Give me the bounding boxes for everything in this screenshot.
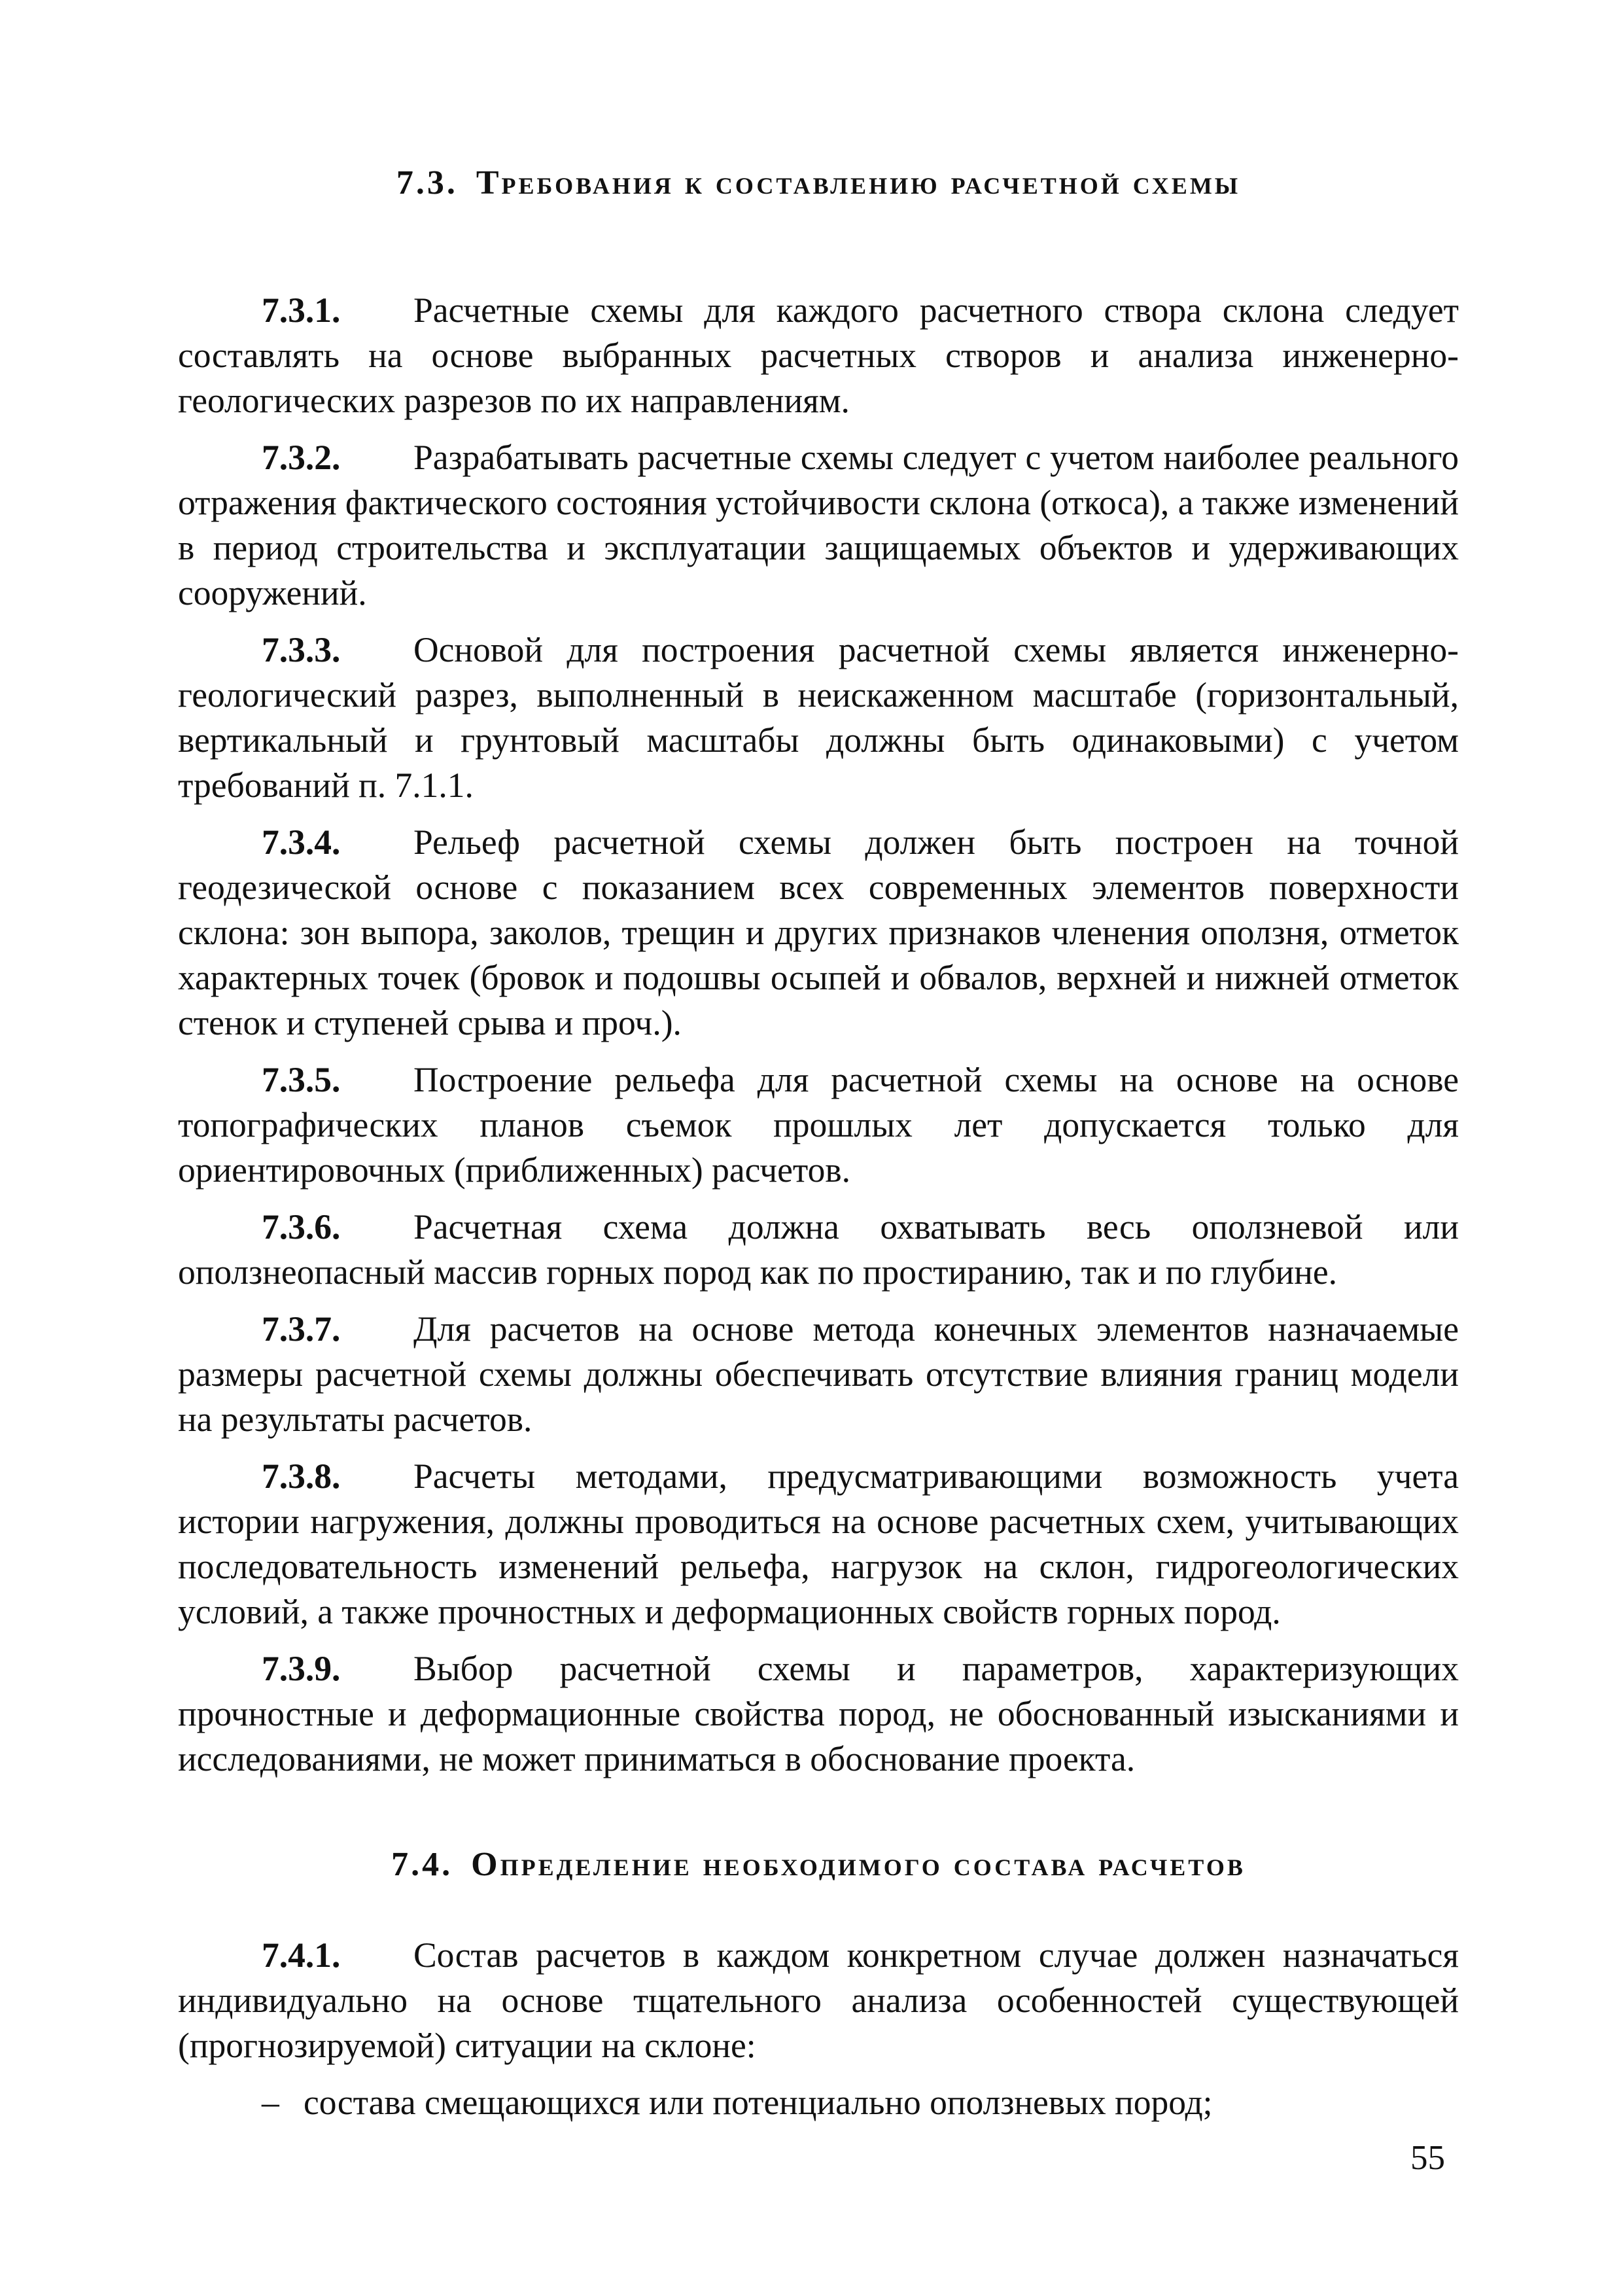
paragraph-7-3-9	[178, 1646, 1459, 1782]
section-number: 7.3.	[396, 164, 458, 202]
paragraph-number: 7.3.1.	[262, 291, 341, 330]
paragraph-text: Расчетные схемы для каждого расчетного створа склона следует составлять на основе выбранных расчетных створов и анализа инженерно-геологических разрезов по их направлениям.	[178, 291, 1459, 420]
paragraph-7-3-6	[178, 1205, 1459, 1295]
paragraph-7-3-4	[178, 820, 1459, 1046]
list-item-text: состава смещающихся или потенциально оползневых пород;	[304, 2083, 1213, 2122]
paragraph-number: 7.3.7.	[262, 1309, 341, 1349]
list-item	[178, 2080, 1459, 2125]
paragraph-number: 7.3.5.	[262, 1060, 341, 1099]
paragraph-number: 7.3.2.	[262, 438, 341, 477]
paragraph-text: Разрабатывать расчетные схемы следует с учетом наиболее реального отражения фактического состояния устойчивости склона (откоса), а также изменений в период строительства и эксплуатации защищаемых объектов и удерживающих сооружений.	[178, 438, 1459, 612]
paragraph-text: Расчеты методами, предусматривающими возможность учета истории нагружения, должны проводиться на основе расчетных схем, учитывающих последовательность изменений рельефа, нагрузок на склон, гидрогеологических условий, а также прочностных и деформационных свойств горных пород.	[178, 1457, 1459, 1631]
paragraph-number: 7.3.3.	[262, 630, 341, 669]
paragraph-number: 7.3.9.	[262, 1649, 341, 1688]
paragraph-text: Построение рельефа для расчетной схемы на основе на основе топографических планов съемок прошлых лет допускается только для ориентировочных (приближенных) расчетов.	[178, 1060, 1459, 1190]
paragraph-7-3-3	[178, 627, 1459, 808]
section-7-3-body	[178, 288, 1459, 1793]
paragraph-number: 7.4.1.	[262, 1935, 341, 1975]
paragraph-text: Для расчетов на основе метода конечных элементов назначаемые размеры расчетной схемы должны обеспечивать отсутствие влияния границ модели на результаты расчетов.	[178, 1309, 1459, 1439]
section-title: Требования к составлению расчетной схемы	[476, 164, 1241, 202]
paragraph-number: 7.3.6.	[262, 1207, 341, 1246]
page-number: 55	[1410, 2139, 1445, 2177]
dash-bullet: –	[262, 2083, 279, 2122]
section-7-4-body	[178, 1933, 1459, 2125]
paragraph-text: Рельеф расчетной схемы должен быть построен на точной геодезической основе с показанием всех современных элементов поверхности склона: зон выпора, заколов, трещин и других признаков членения оползня, отметок характерных точек (бровок и подошвы осыпей и обвалов, верхней и нижней отметок стенок и ступеней срыва и проч.).	[178, 822, 1459, 1042]
section-heading-7-4	[178, 1845, 1459, 1884]
paragraph-number: 7.3.8.	[262, 1457, 341, 1496]
paragraph-7-3-2	[178, 435, 1459, 616]
paragraph-text: Состав расчетов в каждом конкретном случае должен назначаться индивидуально на основе тщательного анализа особенностей существующей (прогнозируемой) ситуации на склоне:	[178, 1935, 1459, 2065]
section-heading-7-3	[178, 164, 1459, 202]
paragraph-7-3-7	[178, 1307, 1459, 1442]
paragraph-number: 7.3.4.	[262, 822, 341, 862]
paragraph-text: Расчетная схема должна охватывать весь оползневой или оползнеопасный массив горных пород как по простиранию, так и по глубине.	[178, 1207, 1459, 1292]
paragraph-7-3-1	[178, 288, 1459, 423]
paragraph-7-4-1	[178, 1933, 1459, 2068]
paragraph-text: Основой для построения расчетной схемы является инженерно-геологический разрез, выполненный в неискаженном масштабе (горизонтальный, вертикальный и грунтовый масштабы должны быть одинаковыми) с учетом требований п. 7.1.1.	[178, 630, 1459, 805]
paragraph-text: Выбор расчетной схемы и параметров, характеризующих прочностные и деформационные свойства пород, не обоснованный изысканиями и исследованиями, не может приниматься в обоснование проекта.	[178, 1649, 1459, 1778]
paragraph-7-3-8	[178, 1454, 1459, 1634]
section-number: 7.4.	[391, 1846, 453, 1883]
paragraph-7-3-5	[178, 1057, 1459, 1193]
section-title: Определение необходимого состава расчетов	[471, 1846, 1246, 1883]
